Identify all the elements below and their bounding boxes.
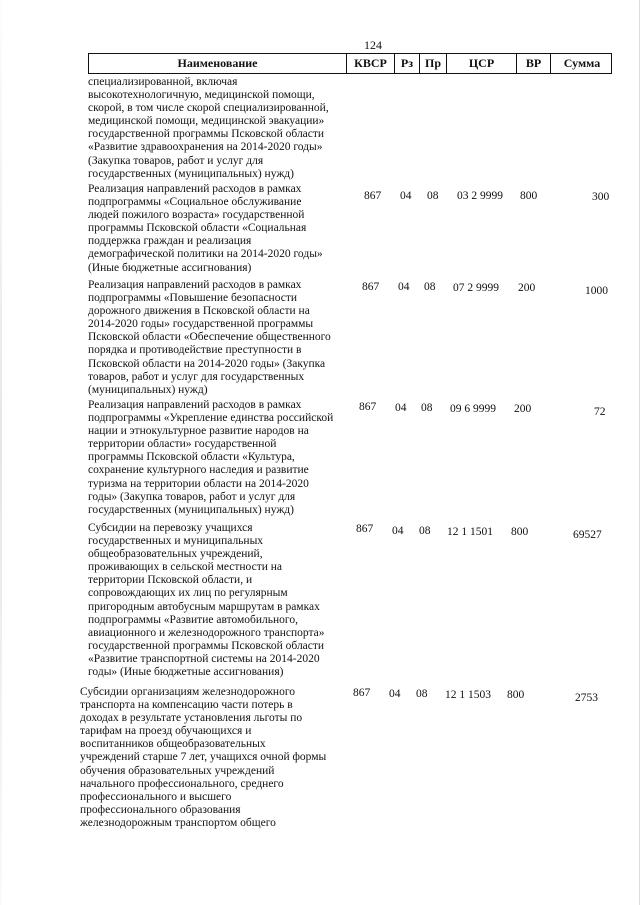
row-csr: 09 6 9999 — [450, 403, 496, 415]
page-number: 124 — [364, 38, 382, 52]
row-name: Реализация направлений расходов в рамках подпрограммы «Социальное обслуживание людей пожилого возраста» государственной программы Псковской области «Социальная поддержка граждан и реализация демографической политики на 2014-2020 годы» (Иные бюджетные ассигнования) — [88, 183, 323, 274]
row-sum: 300 — [592, 191, 610, 203]
row-name: Реализация направлений расходов в рамках подпрограммы «Повышение безопасности дорожного движения в Псковской области на 2014-2020 годы» государственной программы Псковской области «Обеспечение общественного порядка и противодействие преступности в Псковской области на 2014-2020 годы» (Закупка товаров, работ и услуг для государственных (муниципальных) нужд) — [88, 279, 331, 396]
row-kvsr: 867 — [353, 687, 371, 699]
header-csr: ЦСР — [446, 54, 516, 73]
header-pr: Пр — [419, 54, 446, 73]
row-rz: 04 — [395, 402, 407, 414]
row-csr: 12 1 1503 — [445, 689, 491, 701]
row-vr: 800 — [507, 689, 525, 701]
row-kvsr: 867 — [364, 190, 382, 202]
row-rz: 04 — [389, 688, 401, 700]
row-sum: 69527 — [573, 529, 602, 541]
header-kvsr: КВСР — [346, 54, 394, 73]
table-header — [88, 53, 612, 74]
row-kvsr: 867 — [362, 281, 380, 293]
row-pr: 08 — [424, 281, 436, 293]
row-kvsr: 867 — [359, 401, 377, 413]
row-csr: 12 1 1501 — [447, 526, 493, 538]
scan-edge-left — [0, 0, 2, 905]
row-csr: 07 2 9999 — [453, 282, 499, 294]
header-vr: ВР — [516, 54, 550, 73]
row-pr: 08 — [421, 402, 433, 414]
row-vr: 800 — [511, 526, 529, 538]
header-sum: Сумма — [550, 54, 613, 73]
row-name: специализированной, включая высокотехнологичную, медицинской помощи, скорой, в том числе скорой специализированной, медицинской помощи, медицинской эвакуации» государственной программы Псковской области «Развитие здравоохранения на 2014-2020 годы» (Закупка товаров, работ и услуг для государственных (муниципальных) нужд) — [88, 76, 329, 180]
row-rz: 04 — [400, 190, 412, 202]
row-pr: 08 — [427, 190, 439, 202]
row-vr: 200 — [514, 403, 532, 415]
row-rz: 04 — [392, 525, 404, 537]
row-sum: 72 — [594, 406, 606, 418]
row-sum: 2753 — [575, 692, 598, 704]
row-vr: 200 — [518, 282, 536, 294]
row-name: Субсидии на перевозку учащихся государственных и муниципальных общеобразовательных учреждений, проживающих в сельской местности на территории Псковской области, и сопровождающих их лиц по регулярным пригородным автобусным маршрутам в рамках подпрограммы «Развитие автомобильного, авиационного и железнодорожного транспорта» государственной программы Псковской области «Развитие транспортной системы на 2014-2020 годы» (Иные бюджетные ассигнования) — [88, 522, 325, 679]
header-name: Наименование — [177, 56, 258, 70]
row-rz: 04 — [398, 281, 410, 293]
row-kvsr: 867 — [356, 523, 374, 535]
row-csr: 03 2 9999 — [457, 190, 503, 202]
row-name: Реализация направлений расходов в рамках подпрограммы «Укрепление единства российской нации и этнокультурное развитие народов на территории области» государственной программы Псковской области «Культура, сохранение культурного наследия и развитие туризма на территории области на 2014-2020 годы» (Закупка товаров, работ и услуг для государственных (муниципальных) нужд) — [88, 399, 334, 516]
row-pr: 08 — [419, 525, 431, 537]
row-name: Субсидии организациям железнодорожного транспорта на компенсацию части потерь в доходах в результате установления льготы по тарифам на проезд обучающихся и воспитанников общеобразовательных учреждений старше 7 лет, учащихся очной формы обучения образовательных учреждений начального профессионального, среднего профессионального и высшего профессионального образования железнодорожным транспортом общего — [80, 686, 327, 829]
header-rz: Рз — [394, 54, 419, 73]
row-sum: 1000 — [585, 285, 608, 297]
row-pr: 08 — [416, 688, 428, 700]
row-vr: 800 — [520, 190, 538, 202]
